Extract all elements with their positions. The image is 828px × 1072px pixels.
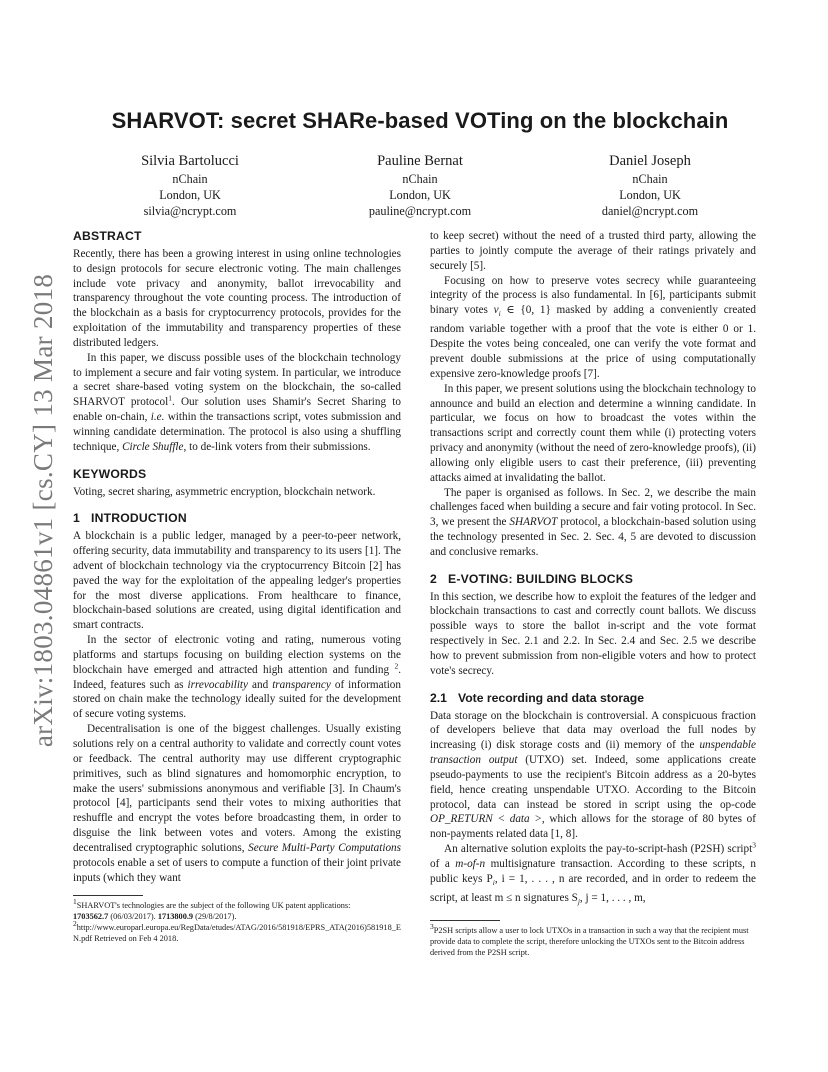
- author-affiliation: nChain: [402, 172, 438, 186]
- intro-continued-paragraph-2: Focusing on how to preserve votes secrecy while guaranteeing integrity of the process is also fundamental. In [6], participants submit binary votes $v_i$ ∈ {0, 1} masked by adding a conveniently created random variable together with a proof that the vote is either 0 or 1. Despite the votes being concealed, one can verify the vote format and prevent double submissions at the price of using computationally expensive zero-knowledge proofs [7].: [430, 274, 756, 380]
- author-location: London, UK: [389, 188, 451, 202]
- subsection-heading-vote-recording: 2.1 Vote recording and data storage: [430, 690, 645, 705]
- footnote-rule: [73, 895, 143, 896]
- abstract-paragraph-1: Recently, there has been a growing interest in using online technologies to design protocols for secure electronic voting. The main challenges include vote privacy and anonymity, ballot irrevocability and transparency throughout the vote counting process. The introduction of the blockchain as a basis for cryptocurrency protocols, provides for the exploitation of the immutability and transparency properties of these distributed ledgers.: [73, 247, 401, 349]
- sec21-paragraph-2: An alternative solution exploits the pay-to-script-hash (P2SH) script$^3$ of a m-of-n multisignature transaction. According to these scripts, n public keys $P_i$, i = 1, . . . , n are recorded, and in order to redeem the script, at least m ≤ n signatures $S_j$, j = 1, . . . , m,: [430, 840, 756, 907]
- author-block: [90, 152, 750, 219]
- intro-paragraph-2: In the sector of electronic voting and rating, numerous voting platforms and startups focusing on building election systems on the blockchain have emerged and attracted high attention and funding $^2$. Indeed, features such as irrevocability and transparency of information stored on chain make the technology ideally suited for the development of secure voting systems.: [73, 634, 401, 721]
- footnote-3: $^3$P2SH scripts allow a user to lock UTXOs in a transaction in such a way that the recipient must provide data to complete the script, therefore unlocking the UTXOs sent to the Bitcoin address derived from the P2SH script.: [430, 922, 749, 957]
- footnotes-left: [73, 897, 401, 944]
- intro-continued-paragraph-1: to keep secret) without the need of a trusted third party, allowing the parties to jointly compute the average of their ratings privately and securely [5].: [430, 230, 756, 272]
- author-name: Pauline Bernat: [377, 153, 463, 169]
- author-2: [320, 152, 520, 219]
- section-heading-evoting: 2 E-VOTING: BUILDING BLOCKS: [430, 571, 634, 586]
- sec21-paragraph-1: Data storage on the blockchain is controversial. A conspicuous fraction of developers believe that data may overload the full nodes by increasing (i) disk storage costs and (ii) memory of the unspendable transaction output (UTXO) set. Indeed, some applications create pseudo-payments to use the recipient's Bitcoin address as a 20-bytes field, hence creating unspendable UTXO. According to the Bitcoin protocol, data can instead be stored in script using the op-code OP_RETURN < data >, which allows for the storage of 80 bytes of non-payments related data [1, 8].: [430, 709, 756, 841]
- footnote-rule-right: [430, 920, 500, 921]
- arxiv-identifier-text: arXiv:1803.04861v1 [cs.CY] 13 Mar 2018: [28, 273, 59, 747]
- intro-continued-paragraph-4: The paper is organised as follows. In Sec. 2, we describe the main challenges faced when building a secure and fair voting protocol. In Sec. 3, we present the SHARVOT protocol, a blockchain-based solution using the technology presented in Sec. 2. Sec. 4, 5 are devoted to discussion and conclusive remarks.: [430, 486, 756, 558]
- author-email: pauline@ncrypt.com: [368, 204, 472, 218]
- intro-continued-paragraph-3: In this paper, we present solutions using the blockchain technology to announce and build an election and determine a winning candidate. In particular, we focus on how to broadcast the votes within the transactions script and correctly count them while (i) protecting voters privacy and anonymity (without the need of zero-knowledge proofs), (ii) allowing only eligible users to cast their preference, (iii) preventing attacks aimed at invalidating the ballot.: [430, 382, 756, 484]
- abstract-heading: ABSTRACT: [73, 229, 142, 243]
- author-affiliation: nChain: [632, 172, 668, 186]
- intro-paragraph-3: Decentralisation is one of the biggest challenges. Usually existing solutions rely on a central authority to validate and correctly count votes or feedback. The central authority may use different cryptographic primitives, such as blind signatures and homomorphic encryption, to make the users' submissions anonymous and verifiable [3]. In Chaum's protocol [4], participants send their votes to mixing authorities that reshuffle and encrypt the votes before broadcasting them, in order to disguise the link between votes and voters. Among the existing decentralised cryptographic solutions, Secure Multi-Party Computations protocols enable a set of users to compute a function of their joint private inputs (which they want: [73, 723, 402, 884]
- author-location: London, UK: [619, 188, 681, 202]
- intro-paragraph-1: A blockchain is a public ledger, managed by a peer-to-peer network, offering security, data immutability and transparency to its users [1]. The advent of blockchain technology via the cryptocurrency Bitcoin [2] has paved the way for the exploitation of the appealing ledger's properties for the most diverse applications. From healthcare to finance, blockchain-based solutions are created, using digital identification and smart contracts.: [73, 530, 401, 632]
- arxiv-identifier: [24, 250, 64, 770]
- paper-title: SHARVOT: secret SHARe-based VOTing on the blockchain: [111, 108, 729, 133]
- footnote-1: $^1$SHARVOT's technologies are the subject of the following UK patent applications: 1703562.7 (06/03/2017). 1713800.9 (29/8/2017).: [73, 897, 351, 922]
- author-name: Daniel Joseph: [609, 153, 691, 169]
- author-location: London, UK: [159, 188, 221, 202]
- keywords-heading: KEYWORDS: [73, 466, 147, 481]
- abstract-paragraph-2: In this paper, we discuss possible uses of the blockchain technology to implement a secure and fair voting system. In particular, we introduce a secret share-based voting system on the blockchain, the so-called SHARVOT protocol$^1$. Our solution uses Shamir's Secret Sharing to enable on-chain, i.e. within the transactions script, votes submission and winning candidate determination. The protocol is also using a shuffling technique, Circle Shuffle, to de-link voters from their submissions.: [73, 351, 401, 453]
- sec2-paragraph-1: In this section, we describe how to exploit the features of the ledger and blockchain transactions to cast and correctly count ballots. We discuss possible ways to store the ballot in-script and the vote format respectively in Sec. 2.1 and 2.2. In Sec. 2.4 and Sec. 2.5 we describe how to prevent submission from non-eligible voters and how to protect vote's secrecy.: [430, 590, 756, 677]
- author-3: [550, 152, 750, 219]
- keywords-text: Voting, secret sharing, asymmetric encryption, blockchain network.: [73, 485, 376, 498]
- footnote-2: $^2$http://www.europarl.europa.eu/RegData/etudes/ATAG/2016/581918/EPRS_ATA(2016)581918_EN.pdf Retrieved on Feb 4 2018.: [73, 919, 401, 944]
- author-email: silvia@ncrypt.com: [143, 204, 237, 218]
- author-affiliation: nChain: [172, 172, 208, 186]
- right-column: [430, 229, 756, 958]
- author-1: [90, 152, 290, 219]
- author-name: Silvia Bartolucci: [141, 153, 239, 169]
- left-column: [73, 229, 401, 944]
- author-email: daniel@ncrypt.com: [601, 204, 699, 218]
- section-heading-introduction: 1 INTRODUCTION: [73, 511, 187, 526]
